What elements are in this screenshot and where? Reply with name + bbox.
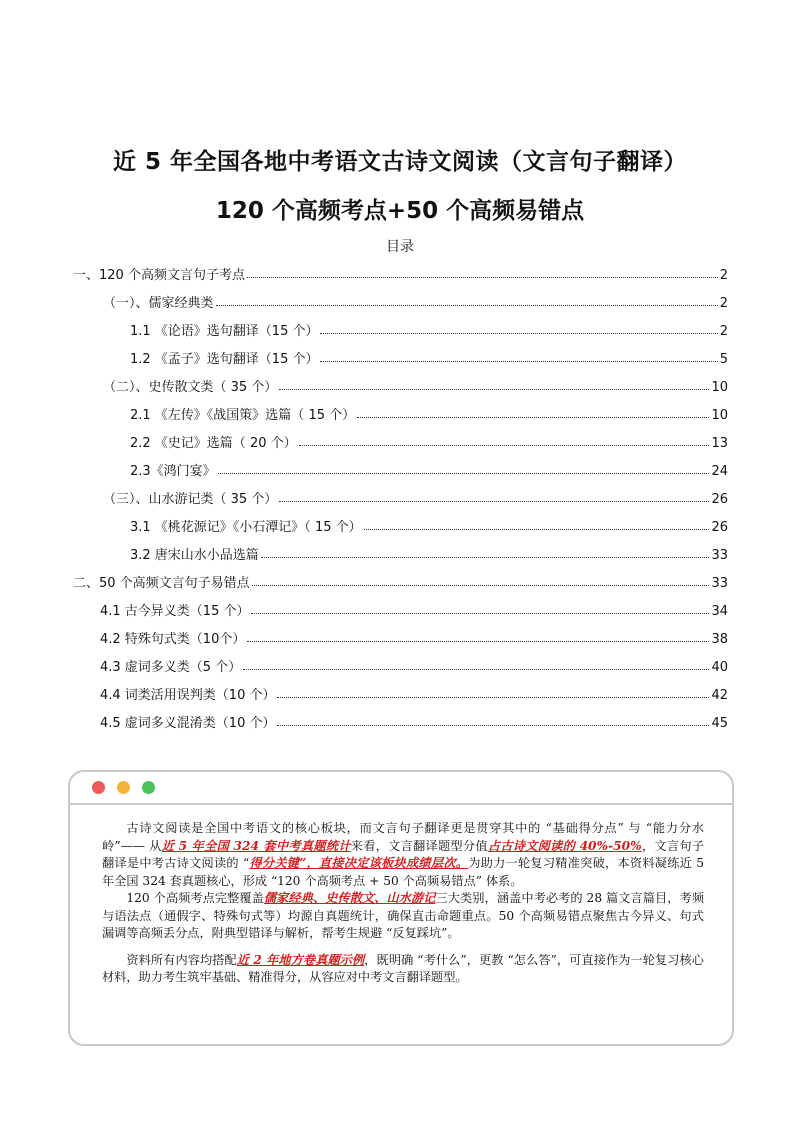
- intro-paragraph-3: 资料所有内容均搭配近 2 年地方卷真题示例，既明确 “考什么”，更教 “怎么答”，可直接作为一轮复习核心材料，助力考生筑牢基础、精准得分，从容应对中考文言翻译题型。: [102, 952, 704, 984]
- intro-paragraph-1: 古诗文阅读是全国中考语文的核心板块，而文言句子翻译更是贯穿其中的 “基础得分点” 与 “能力分水岭”—— 从近 5 年全国 324 套中考真题统计来看，文言翻译题型分值占古诗文阅读的 40%-50%，文言句子翻译是中考古诗文阅读的 “得分关键”，直接决定该板块成绩层次。为助力一轮复习精准突破，本资料凝练近 5 年全国 324 套真题核心，形成 “120 个高频考点 + 50 个高频易错点” 体系。: [102, 821, 705, 888]
- toc-entry[interactable]: 4.5 虚词多义混淆类（10 个） 45: [100, 716, 728, 731]
- toc-entry[interactable]: 3.1 《桃花源记》《小石潭记》（ 15 个） 26: [130, 520, 728, 535]
- intro-card: [68, 770, 734, 1046]
- toc-entry[interactable]: 1.2 《孟子》选句翻译（15 个） 5: [130, 352, 728, 367]
- toc-entry[interactable]: 2.2 《史记》选篇（ 20 个） 13: [130, 436, 728, 451]
- toc-entry[interactable]: （一）、儒家经典类 2: [103, 296, 728, 311]
- toc-entry[interactable]: （三）、山水游记类（ 35 个） 26: [103, 492, 728, 507]
- document-title: 近 5 年全国各地中考语文古诗文阅读（文言句子翻译）: [112, 149, 688, 175]
- toc-heading: 目录: [386, 239, 414, 255]
- red-dot-icon: [92, 781, 105, 794]
- toc-entry[interactable]: 二、50 个高频文言句子易错点 33: [73, 576, 728, 591]
- toc-entry[interactable]: 4.4 词类活用误判类（10 个） 42: [100, 688, 728, 703]
- yellow-dot-icon: [117, 781, 130, 794]
- toc-entry[interactable]: 4.2 特殊句式类（10个） 38: [100, 632, 728, 647]
- toc-entry[interactable]: 2.1 《左传》《战国策》选篇（ 15 个） 10: [130, 408, 728, 423]
- toc-entry[interactable]: 一、120 个高频文言句子考点 2: [73, 268, 728, 283]
- intro-text: [102, 820, 704, 987]
- intro-paragraph-2: 120 个高频考点完整覆盖儒家经典、史传散文、山水游记三大类别，涵盖中考必考的 28 篇文言篇目，考频与语法点（通假字、特殊句式等）均源自真题统计，确保直击命题重点。50 个高频易错点聚焦古今异义、句式漏调等高频丢分点，附典型错译与解析，帮考生规避 “反复踩坑”。: [102, 891, 705, 940]
- toc-entry[interactable]: 4.1 古今异义类（15 个） 34: [100, 604, 728, 619]
- toc-entry[interactable]: 1.1 《论语》选句翻译（15 个） 2: [130, 324, 728, 339]
- toc-entry[interactable]: 2.3《鸿门宴》 24: [130, 464, 728, 479]
- card-title-bar: [70, 772, 732, 805]
- toc-entry[interactable]: 3.2 唐宋山水小品选篇 33: [130, 548, 728, 563]
- green-dot-icon: [142, 781, 155, 794]
- toc-entry[interactable]: 4.3 虚词多义类（5 个） 40: [100, 660, 728, 675]
- document-subtitle: 120 个高频考点+50 个高频易错点: [215, 198, 585, 224]
- toc-entry[interactable]: （二）、史传散文类（ 35 个） 10: [103, 380, 728, 395]
